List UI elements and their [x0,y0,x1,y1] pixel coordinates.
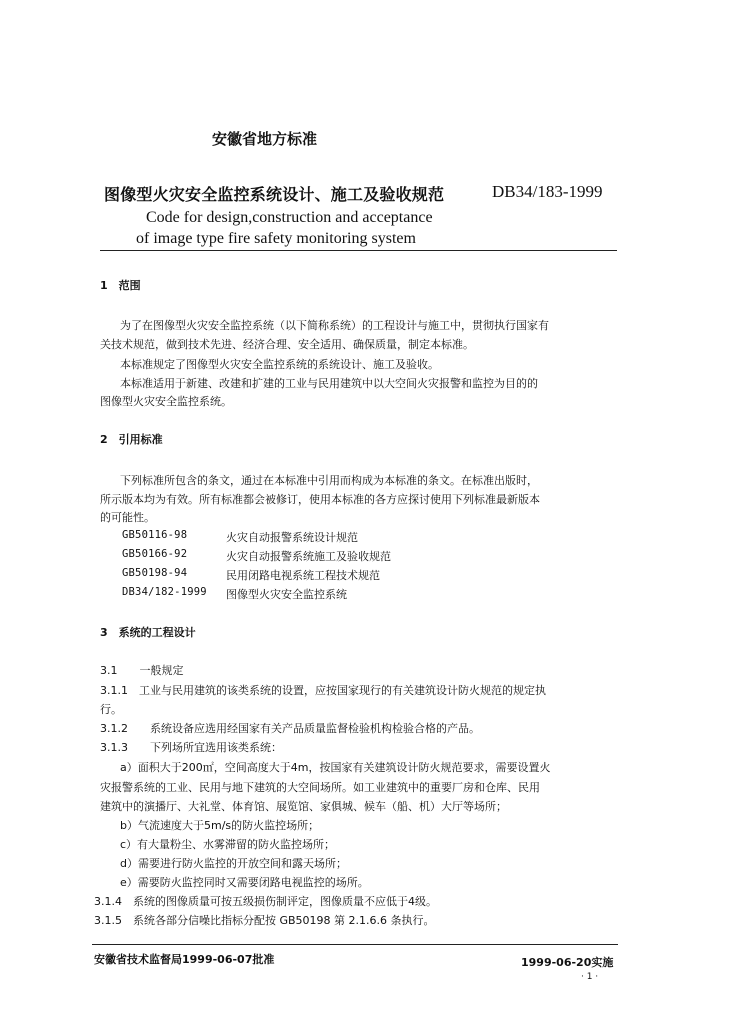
ref-title: 民用闭路电视系统工程技术规范 [226,569,380,582]
section2-heading: 2 引用标准 [100,433,163,446]
ref-code: GB50198-94 [122,567,188,579]
section1-para1-line2: 关技术规范，做到技术先进、经济合理、安全适用、确保质量，制定本标准。 [100,338,474,351]
clause-3-1-3: 3.1.3 下列场所宜选用该类系统： [100,741,282,754]
approval-note: 安徽省技术监督局1999-06-07批准 [94,953,275,966]
section1-para1-line1: 为了在图像型火灾安全监控系统（以下简称系统）的工程设计与施工中，贯彻执行国家有 [120,319,549,332]
clause-3-1-4: 3.1.4 系统的图像质量可按五级损伤制评定，图像质量不应低于4级。 [94,895,437,908]
item-a-line3: 建筑中的演播厅、大礼堂、体育馆、展览馆、家俱城、候车（船、机）大厅等场所； [100,800,507,813]
effective-date: 1999-06-20实施 [521,956,614,969]
ref-code: DB34/182-1999 [122,586,207,598]
section1-para3-line2: 图像型火灾安全监控系统。 [100,395,232,408]
clause-3-1: 3.1 一般规定 [100,664,184,677]
standard-code: DB34/183-1999 [492,182,603,201]
section2-para-line1: 下列标准所包含的条文，通过在本标准中引用而构成为本标准的条文。在标准出版时， [120,474,538,487]
section2-para-line2: 所示版本均为有效。所有标准都会被修订，使用本标准的各方应探讨使用下列标准最新版本 [100,493,540,506]
item-d: d）需要进行防火监控的开放空间和露天场所； [120,857,347,870]
ref-title: 火灾自动报警系统施工及验收规范 [226,550,391,563]
item-a-line2: 灾报警系统的工业、民用与地下建筑的大空间场所。如工业建筑中的重要厂房和仓库、民用 [100,781,540,794]
section2-para-line3: 的可能性。 [100,511,155,524]
standard-title-en-line2: of image type fire safety monitoring system [136,230,416,247]
standard-title-cn: 图像型火灾安全监控系统设计、施工及验收规范 [104,185,445,204]
ref-title: 图像型火灾安全监控系统 [226,588,347,601]
standard-title-en-line1: Code for design,construction and acceptance [146,209,433,226]
section3-heading: 3 系统的工程设计 [100,626,196,639]
item-a-line1: a）面积大于200㎡，空间高度大于4m，按国家有关建筑设计防火规范要求，需要设置火 [120,761,551,774]
ref-code: GB50166-92 [122,548,188,560]
footer-divider [92,944,618,945]
item-e: e）需要防火监控同时又需要闭路电视监控的场所。 [120,876,369,889]
clause-3-1-2: 3.1.2 系统设备应选用经国家有关产品质量监督检验机构检验合格的产品。 [100,722,480,735]
item-b: b）气流速度大于5m/s的防火监控场所； [120,819,320,832]
section1-heading: 1 范围 [100,279,141,292]
page-number: · 1 · [581,972,599,982]
clause-3-1-5: 3.1.5 系统各部分信噪比指标分配按 GB50198 第 2.1.6.6 条执行。 [94,914,435,927]
clause-3-1-1-line2: 行。 [100,703,122,716]
clause-3-1-1-line1: 3.1.1 工业与民用建筑的该类系统的设置，应按国家现行的有关建筑设计防火规范的规定执 [100,684,546,697]
section1-para3-line1: 本标准适用于新建、改建和扩建的工业与民用建筑中以大空间火灾报警和监控为目的的 [120,377,538,390]
ref-title: 火灾自动报警系统设计规范 [226,531,358,544]
issuer-header: 安徽省地方标准 [212,130,318,148]
ref-code: GB50116-98 [122,529,188,541]
section1-para2: 本标准规定了图像型火灾安全监控系统的系统设计、施工及验收。 [120,358,439,371]
item-c: c）有大量粉尘、水雾滞留的防火监控场所； [120,838,336,851]
title-divider [100,250,617,251]
